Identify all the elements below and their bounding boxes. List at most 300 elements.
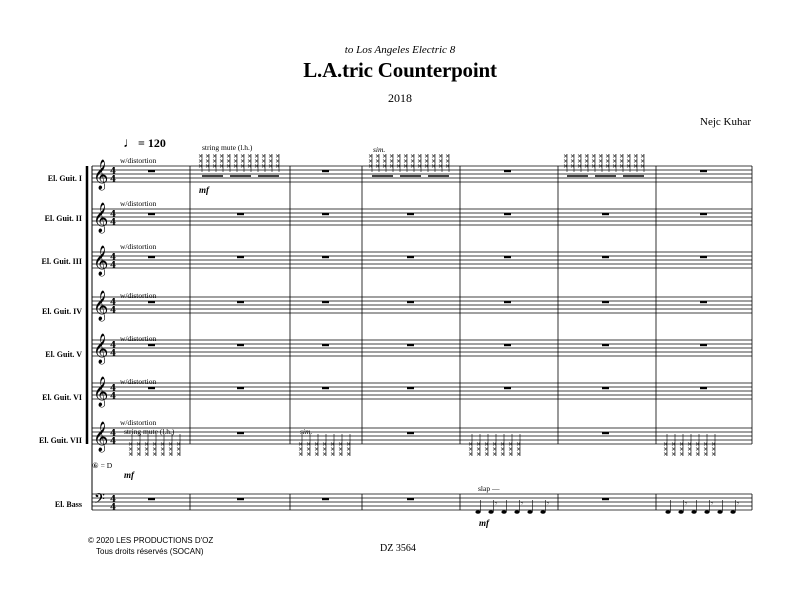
x-notehead: ×: [492, 441, 498, 448]
x-notehead: ×: [128, 441, 134, 448]
eighth-rest-icon: 𝄾: [547, 500, 549, 508]
x-notehead: ×: [663, 446, 669, 453]
x-notehead: ×: [445, 153, 451, 160]
string-mute-label-1: string mute (l.h.): [202, 143, 253, 152]
x-notehead: ×: [168, 441, 174, 448]
time-signature-top: 4: [110, 210, 117, 220]
bass-clef-icon: 𝄢: [94, 491, 105, 511]
x-notehead: ×: [626, 153, 632, 160]
x-notehead: ×: [570, 158, 576, 165]
whole-rest: [504, 213, 511, 215]
expression-1: w/distortion: [120, 156, 157, 165]
instrument-label-7: El. Guit. VII: [39, 436, 82, 445]
time-signature-bottom: 4: [110, 175, 117, 185]
x-notehead: ×: [424, 163, 430, 170]
x-notehead: ×: [695, 451, 701, 458]
whole-rest: [700, 170, 707, 172]
x-notehead: ×: [219, 153, 225, 160]
x-notehead: ×: [314, 451, 320, 458]
x-notehead: ×: [431, 163, 437, 170]
expression-2: w/distortion: [120, 199, 157, 208]
treble-clef-icon: 𝄞: [93, 377, 109, 407]
x-notehead: ×: [322, 446, 328, 453]
x-notehead: ×: [168, 446, 174, 453]
dedication: to Los Angeles Electric 8: [344, 44, 456, 56]
x-notehead: ×: [396, 163, 402, 170]
x-notehead: ×: [484, 446, 490, 453]
x-notehead: ×: [711, 446, 717, 453]
x-notehead: ×: [410, 158, 416, 165]
x-notehead: ×: [322, 451, 328, 458]
time-signature-bottom: 4: [110, 392, 117, 402]
x-notehead: ×: [663, 441, 669, 448]
time-signature-top: 4: [110, 167, 117, 177]
sim-label-7: sim.: [300, 427, 313, 436]
time-signature-top: 4: [110, 253, 117, 263]
whole-rest: [322, 256, 329, 258]
eighth-rest-icon: 𝄾: [495, 500, 497, 508]
whole-rest: [148, 213, 155, 215]
x-notehead: ×: [198, 153, 204, 160]
instrument-label-4: El. Guit. IV: [41, 307, 82, 316]
x-notehead: ×: [205, 153, 211, 160]
bass-notehead: [704, 510, 709, 514]
x-notehead: ×: [330, 451, 336, 458]
x-notehead: ×: [468, 446, 474, 453]
x-notehead: ×: [330, 441, 336, 448]
x-notehead: ×: [254, 153, 260, 160]
bass-notehead: [488, 510, 493, 514]
x-notehead: ×: [268, 163, 274, 170]
expression-5: w/distortion: [120, 334, 157, 343]
x-notehead: ×: [671, 451, 677, 458]
x-notehead: ×: [500, 441, 506, 448]
barlines: [87, 166, 752, 510]
x-notehead: ×: [612, 163, 618, 170]
x-notehead: ×: [612, 158, 618, 165]
whole-rest: [322, 387, 329, 389]
x-notehead: ×: [152, 441, 158, 448]
x-notehead: ×: [212, 163, 218, 170]
x-notehead: ×: [375, 163, 381, 170]
x-notehead: ×: [268, 158, 274, 165]
whole-rest: [237, 432, 244, 434]
x-notehead: ×: [176, 441, 182, 448]
x-notehead: ×: [168, 451, 174, 458]
x-notehead: ×: [484, 451, 490, 458]
x-notehead: ×: [403, 158, 409, 165]
x-notehead: ×: [516, 451, 522, 458]
x-notehead: ×: [563, 163, 569, 170]
whole-rest: [504, 256, 511, 258]
x-notehead: ×: [563, 153, 569, 160]
bass-notehead: [514, 510, 519, 514]
x-notehead: ×: [330, 446, 336, 453]
x-notehead: ×: [346, 441, 352, 448]
x-notehead: ×: [570, 163, 576, 170]
x-notehead: ×: [306, 451, 312, 458]
whole-rest: [148, 344, 155, 346]
bass-notehead: [678, 510, 683, 514]
treble-clef-icon: 𝄞: [93, 422, 109, 452]
x-notehead: ×: [577, 163, 583, 170]
x-notehead: ×: [306, 441, 312, 448]
composition-year: 2018: [388, 91, 412, 105]
copyright-line-1: © 2020 LES PRODUCTIONS D'OZ: [88, 536, 214, 545]
x-notehead: ×: [508, 446, 514, 453]
whole-rest: [700, 344, 707, 346]
x-notehead: ×: [663, 451, 669, 458]
x-notehead: ×: [605, 163, 611, 170]
x-notehead: ×: [176, 451, 182, 458]
x-notehead: ×: [240, 163, 246, 170]
x-notehead: ×: [417, 163, 423, 170]
whole-rest: [700, 387, 707, 389]
x-notehead: ×: [368, 153, 374, 160]
treble-clef-icon: 𝄞: [93, 203, 109, 233]
whole-rest: [322, 213, 329, 215]
x-notehead: ×: [633, 153, 639, 160]
x-notehead: ×: [389, 163, 395, 170]
x-notehead: ×: [619, 158, 625, 165]
x-notehead: ×: [261, 158, 267, 165]
whole-rest: [148, 301, 155, 303]
x-notehead: ×: [247, 158, 253, 165]
copyright-line-2: Tous droits réservés (SOCAN): [96, 547, 204, 556]
x-notehead: ×: [396, 153, 402, 160]
x-notehead: ×: [679, 451, 685, 458]
x-notehead: ×: [382, 153, 388, 160]
whole-rest: [602, 387, 609, 389]
x-notehead: ×: [254, 163, 260, 170]
whole-rest: [602, 498, 609, 500]
x-notehead: ×: [584, 163, 590, 170]
time-signature-bottom: 4: [110, 218, 117, 228]
bass-notehead: [665, 510, 670, 514]
whole-rest: [322, 498, 329, 500]
time-signature-bottom: 4: [110, 306, 117, 316]
x-notehead: ×: [403, 153, 409, 160]
x-notehead: ×: [445, 163, 451, 170]
bass-notehead: [730, 510, 735, 514]
eighth-rest-icon: 𝄾: [737, 500, 739, 508]
whole-rest: [237, 213, 244, 215]
whole-rest: [407, 432, 414, 434]
x-notehead: ×: [233, 153, 239, 160]
whole-rest: [602, 344, 609, 346]
x-notehead: ×: [633, 163, 639, 170]
whole-rest: [148, 387, 155, 389]
x-notehead: ×: [198, 158, 204, 165]
x-notehead: ×: [492, 446, 498, 453]
x-notehead: ×: [476, 446, 482, 453]
x-notehead: ×: [396, 158, 402, 165]
treble-clef-icon: 𝄞: [93, 334, 109, 364]
x-notehead: ×: [640, 153, 646, 160]
x-notehead: ×: [476, 441, 482, 448]
time-signature-top: 4: [110, 384, 117, 394]
bass-notehead: [717, 510, 722, 514]
time-signature-bottom: 4: [110, 261, 117, 271]
x-notehead: ×: [144, 446, 150, 453]
time-signature-bottom: 4: [110, 503, 117, 513]
x-notehead: ×: [679, 441, 685, 448]
whole-rest: [237, 387, 244, 389]
x-notehead: ×: [338, 441, 344, 448]
x-notehead: ×: [626, 158, 632, 165]
whole-rest: [148, 498, 155, 500]
x-notehead: ×: [703, 446, 709, 453]
x-notehead: ×: [226, 153, 232, 160]
x-notehead: ×: [247, 163, 253, 170]
x-notehead: ×: [584, 153, 590, 160]
whole-rest: [700, 301, 707, 303]
x-notehead: ×: [484, 441, 490, 448]
x-notehead: ×: [640, 158, 646, 165]
x-notehead: ×: [233, 158, 239, 165]
x-notehead: ×: [261, 153, 267, 160]
whole-rest: [700, 256, 707, 258]
x-notehead: ×: [144, 441, 150, 448]
staff-lines: [92, 166, 752, 510]
x-notehead: ×: [375, 153, 381, 160]
whole-rest: [148, 256, 155, 258]
time-signature-top: 4: [110, 298, 117, 308]
whole-rest: [322, 170, 329, 172]
dynamic-mf-7: mf: [124, 470, 134, 480]
x-notehead: ×: [500, 451, 506, 458]
x-notehead: ×: [226, 163, 232, 170]
x-notehead: ×: [152, 451, 158, 458]
whole-rest: [700, 213, 707, 215]
x-notehead: ×: [261, 163, 267, 170]
x-notehead: ×: [584, 158, 590, 165]
quarter-note-icon: ♩: [123, 136, 137, 151]
x-notehead: ×: [591, 158, 597, 165]
string-mute-label-7: string mute (l.h.): [124, 427, 175, 436]
x-notehead: ×: [687, 446, 693, 453]
sim-label-1: sim.: [373, 145, 386, 154]
x-notehead: ×: [176, 446, 182, 453]
x-notehead: ×: [314, 446, 320, 453]
whole-rest: [322, 344, 329, 346]
x-notehead: ×: [626, 163, 632, 170]
x-notehead: ×: [598, 153, 604, 160]
eighth-rest-icon: 𝄾: [711, 500, 713, 508]
x-notehead: ×: [233, 163, 239, 170]
x-notehead: ×: [338, 446, 344, 453]
whole-rest: [322, 301, 329, 303]
x-notehead: ×: [695, 441, 701, 448]
x-notehead: ×: [476, 451, 482, 458]
x-notehead: ×: [205, 163, 211, 170]
x-notehead: ×: [570, 153, 576, 160]
x-notehead: ×: [346, 451, 352, 458]
x-notehead: ×: [591, 153, 597, 160]
x-notehead: ×: [368, 163, 374, 170]
notation: [128, 153, 739, 514]
x-notehead: ×: [711, 451, 717, 458]
whole-rest: [407, 387, 414, 389]
x-notehead: ×: [640, 163, 646, 170]
x-notehead: ×: [468, 451, 474, 458]
x-notehead: ×: [268, 153, 274, 160]
x-notehead: ×: [500, 446, 506, 453]
x-notehead: ×: [598, 163, 604, 170]
bass-notehead: [475, 510, 480, 514]
x-notehead: ×: [492, 451, 498, 458]
x-notehead: ×: [128, 451, 134, 458]
x-notehead: ×: [346, 446, 352, 453]
x-notehead: ×: [136, 451, 142, 458]
instrument-label-5: El. Guit. V: [45, 350, 82, 359]
x-notehead: ×: [368, 158, 374, 165]
whole-rest: [237, 301, 244, 303]
x-notehead: ×: [695, 446, 701, 453]
x-notehead: ×: [563, 158, 569, 165]
bass-notehead: [501, 510, 506, 514]
x-notehead: ×: [136, 446, 142, 453]
x-notehead: ×: [160, 441, 166, 448]
x-notehead: ×: [445, 158, 451, 165]
treble-clef-icon: 𝄞: [93, 246, 109, 276]
x-notehead: ×: [591, 163, 597, 170]
x-notehead: ×: [619, 153, 625, 160]
x-notehead: ×: [226, 158, 232, 165]
expression-7: w/distortion: [120, 418, 157, 427]
x-notehead: ×: [516, 441, 522, 448]
x-notehead: ×: [136, 441, 142, 448]
x-notehead: ×: [160, 451, 166, 458]
x-notehead: ×: [322, 441, 328, 448]
x-notehead: ×: [240, 158, 246, 165]
whole-rest: [237, 498, 244, 500]
whole-rest: [407, 498, 414, 500]
x-notehead: ×: [152, 446, 158, 453]
x-notehead: ×: [605, 158, 611, 165]
tempo-value: = 120: [138, 136, 166, 150]
x-notehead: ×: [619, 163, 625, 170]
x-notehead: ×: [389, 158, 395, 165]
whole-rest: [602, 301, 609, 303]
whole-rest: [407, 344, 414, 346]
x-notehead: ×: [687, 451, 693, 458]
whole-rest: [504, 301, 511, 303]
whole-rest: [504, 344, 511, 346]
catalog-number: DZ 3564: [380, 543, 416, 554]
x-notehead: ×: [254, 158, 260, 165]
time-signature-top: 4: [110, 495, 117, 505]
x-notehead: ×: [577, 158, 583, 165]
piece-title: L.A.tric Counterpoint: [303, 58, 497, 82]
x-notehead: ×: [410, 163, 416, 170]
x-notehead: ×: [338, 451, 344, 458]
x-notehead: ×: [633, 158, 639, 165]
dynamic-mf-bass: mf: [479, 518, 489, 528]
x-notehead: ×: [703, 451, 709, 458]
x-notehead: ×: [516, 446, 522, 453]
x-notehead: ×: [275, 158, 281, 165]
x-notehead: ×: [703, 441, 709, 448]
x-notehead: ×: [382, 158, 388, 165]
whole-rest: [504, 170, 511, 172]
x-notehead: ×: [605, 153, 611, 160]
instrument-label-2: El. Guit. II: [44, 214, 82, 223]
x-notehead: ×: [298, 441, 304, 448]
instrument-label-3: El. Guit. III: [41, 257, 82, 266]
whole-rest: [237, 256, 244, 258]
x-notehead: ×: [417, 153, 423, 160]
tuning-label: ⑥ = D: [92, 461, 113, 470]
eighth-rest-icon: 𝄾: [685, 500, 687, 508]
x-notehead: ×: [687, 441, 693, 448]
x-notehead: ×: [275, 163, 281, 170]
bass-notehead: [527, 510, 532, 514]
x-notehead: ×: [679, 446, 685, 453]
whole-rest: [602, 256, 609, 258]
whole-rest: [407, 213, 414, 215]
x-notehead: ×: [508, 441, 514, 448]
treble-clef-icon: 𝄞: [93, 291, 109, 321]
x-notehead: ×: [314, 441, 320, 448]
x-notehead: ×: [431, 158, 437, 165]
expression-3: w/distortion: [120, 242, 157, 251]
x-notehead: ×: [298, 451, 304, 458]
x-notehead: ×: [577, 153, 583, 160]
expression-6: w/distortion: [120, 377, 157, 386]
x-notehead: ×: [410, 153, 416, 160]
x-notehead: ×: [375, 158, 381, 165]
copyright-notice: [88, 535, 213, 557]
x-notehead: ×: [275, 153, 281, 160]
slap-label: slap —: [478, 484, 500, 493]
instrument-label-8: El. Bass: [54, 500, 82, 509]
x-notehead: ×: [612, 153, 618, 160]
instrument-label-1: El. Guit. I: [47, 174, 82, 183]
whole-rest: [602, 213, 609, 215]
x-notehead: ×: [468, 441, 474, 448]
whole-rest: [237, 344, 244, 346]
whole-rest: [504, 387, 511, 389]
bass-notehead: [540, 510, 545, 514]
expression-4: w/distortion: [120, 291, 157, 300]
x-notehead: ×: [438, 163, 444, 170]
x-notehead: ×: [417, 158, 423, 165]
whole-rest: [407, 301, 414, 303]
x-notehead: ×: [382, 163, 388, 170]
x-notehead: ×: [431, 153, 437, 160]
whole-rest: [602, 432, 609, 434]
x-notehead: ×: [128, 446, 134, 453]
x-notehead: ×: [438, 153, 444, 160]
x-notehead: ×: [212, 153, 218, 160]
x-notehead: ×: [212, 158, 218, 165]
x-notehead: ×: [424, 158, 430, 165]
x-notehead: ×: [219, 158, 225, 165]
dynamic-mf-1: mf: [199, 185, 209, 195]
whole-rest: [148, 170, 155, 172]
x-notehead: ×: [144, 451, 150, 458]
x-notehead: ×: [160, 446, 166, 453]
bass-notehead: [691, 510, 696, 514]
treble-clef-icon: 𝄞: [93, 160, 109, 190]
instrument-label-6: El. Guit. VI: [42, 393, 82, 402]
time-signature-top: 4: [110, 341, 117, 351]
x-notehead: ×: [198, 163, 204, 170]
x-notehead: ×: [671, 441, 677, 448]
x-notehead: ×: [389, 153, 395, 160]
x-notehead: ×: [205, 158, 211, 165]
